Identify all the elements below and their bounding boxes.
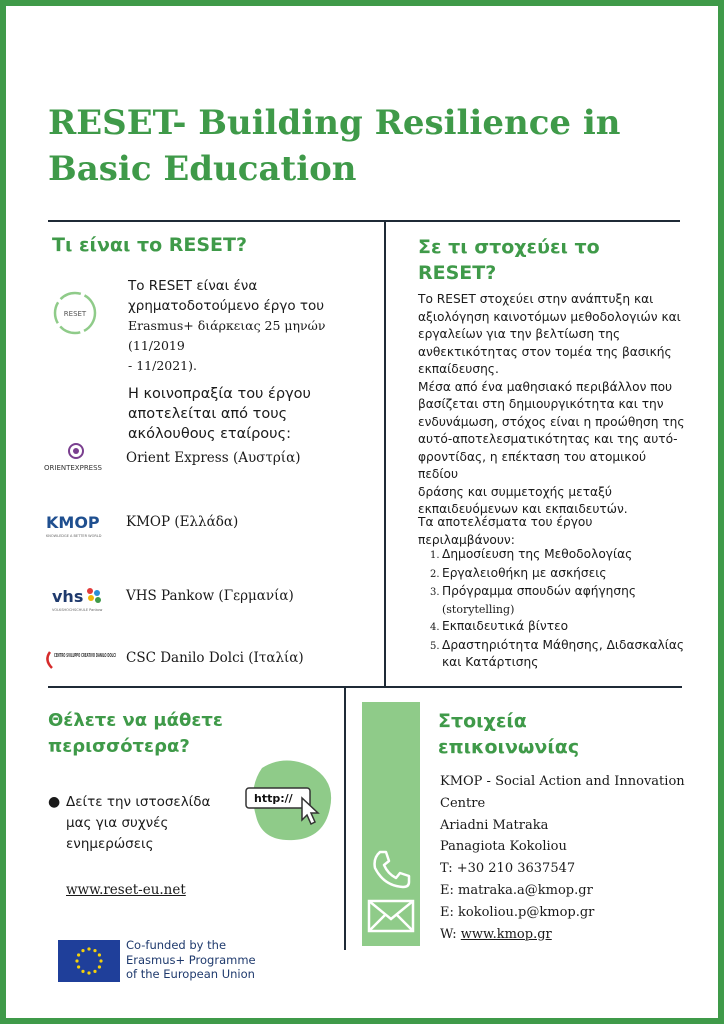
aims-line: αξιολόγηση καινοτόμων μεθοδολογιών και	[418, 309, 681, 324]
list-item-number: 2.	[430, 568, 440, 580]
list-item-text: Πρόγραμμα σπουδών αφήγησης	[442, 584, 637, 598]
divider-center	[384, 220, 386, 688]
what-heading: Τι είναι το RESET?	[52, 234, 248, 256]
eu-cofunding	[58, 938, 358, 984]
orient-express-logo	[40, 440, 120, 480]
list-item-text: Δραστηριότητα Μάθησης, Διδασκαλίας	[442, 637, 685, 652]
more-heading-line-1: Θέλετε να μάθετε	[48, 710, 223, 731]
what-line-1: Το RESET είναι ένα	[128, 278, 258, 294]
contact-person-1: Ariadni Matraka	[440, 817, 549, 833]
list-item-text: Εκπαιδευτικά βίντεο	[442, 619, 569, 633]
url-bar-text: http://	[254, 792, 293, 805]
more-heading	[48, 708, 223, 760]
partner-kmop	[40, 504, 370, 544]
list-item	[430, 618, 690, 637]
contact-person-2: Panagiota Kokoliou	[440, 839, 567, 855]
more-bullet	[48, 792, 248, 855]
contact-heading	[438, 708, 579, 760]
list-item	[430, 583, 690, 618]
contact-email-1[interactable]: E: matraka.a@kmop.gr	[440, 882, 593, 898]
partner-name-orient-express: Orient Express (Αυστρία)	[126, 450, 301, 466]
csc-logo-text: CENTRO SVILUPPO CREATIVO DANILO DOLCI	[54, 653, 117, 659]
list-item	[430, 546, 690, 565]
list-item-text: Εργαλειοθήκη με ασκήσεις	[442, 565, 607, 580]
contact-details	[440, 771, 700, 945]
list-item-number: 5.	[430, 640, 440, 652]
list-item	[430, 637, 690, 672]
what-description	[128, 276, 348, 452]
eu-text	[126, 938, 256, 982]
aims-line: ενδυνάμωση, στόχος είναι η προώθηση της	[418, 414, 685, 429]
results-intro: Τα αποτελέσματα του έργου περιλαμβάνουν:	[418, 515, 593, 547]
list-item	[430, 565, 690, 584]
contact-email-2[interactable]: E: kokoliou.p@kmop.gr	[440, 904, 595, 920]
aims-line: βασίζεται στη δημιουργικότητα και την	[418, 397, 664, 411]
kmop-logo-sub: KNOWLEDGE A BETTER WORLD	[46, 534, 102, 538]
divider-bottom-center	[344, 688, 346, 950]
kmop-logo-text: KMOP	[46, 513, 100, 532]
what-line-4: - 11/2021).	[128, 358, 197, 373]
aims-line: φροντίδας, η επέκταση του ατομικού πεδίου	[418, 449, 646, 481]
contact-heading-line-1: Στοιχεία	[438, 710, 527, 732]
more-bullet-line-1: Δείτε την ιστοσελίδα	[66, 794, 211, 810]
contact-phone: T: +30 210 3637547	[440, 861, 576, 877]
web-link-illustration	[244, 758, 334, 842]
list-item-number: 1.	[430, 550, 440, 561]
results-list	[430, 546, 690, 672]
csc-danilo-dolci-logo	[40, 640, 120, 680]
aims-description	[418, 291, 688, 519]
what-para2-line-3: ακόλουθους εταίρους:	[128, 426, 291, 442]
more-bullet-line-2: μας για συχνές	[66, 815, 169, 831]
partner-name-vhs: VHS Pankow (Γερμανία)	[126, 588, 294, 604]
mail-icon	[366, 898, 416, 934]
divider-middle	[48, 686, 682, 688]
eu-line-1: Co-funded by the	[126, 938, 227, 952]
kmop-logo	[40, 504, 120, 544]
contact-web-label: W:	[440, 926, 461, 942]
eu-line-3: of the European Union	[126, 967, 255, 981]
list-item-text: Δημοσίευση της Μεθοδολογίας	[442, 547, 633, 561]
aims-line: Μέσα από ένα μαθησιακό περιβάλλον που	[418, 379, 673, 394]
aims-heading-line-2: RESET?	[418, 262, 497, 284]
eu-flag-icon	[58, 940, 120, 982]
vhs-logo-text: vhs	[52, 587, 84, 606]
partner-orient-express	[40, 440, 370, 480]
what-para2-line-2: αποτελείται από τους	[128, 406, 288, 422]
title-line-1: RESET- Building Resilience in	[48, 103, 621, 143]
reset-logo	[52, 290, 98, 336]
list-item-number: 4.	[430, 622, 440, 633]
aims-line: ανθεκτικότητας στον τομέα της βασικής	[418, 344, 672, 359]
bullet-dot-icon: ●	[48, 794, 61, 810]
what-para2-line-1: Η κοινοπραξία του έργου	[128, 386, 311, 402]
partner-name-kmop: KMOP (Ελλάδα)	[126, 514, 239, 530]
reset-logo-text: RESET	[63, 310, 87, 318]
aims-line: αυτό-αποτελεσματικότητας και της αυτό-	[418, 432, 678, 446]
more-heading-line-2: περισσότερα?	[48, 736, 190, 757]
phone-icon	[368, 846, 414, 892]
website-link[interactable]: www.reset-eu.net	[66, 882, 186, 898]
vhs-logo-sub: VOLKSHOCHSCHULE Pankow	[52, 608, 103, 612]
aims-heading	[418, 234, 600, 286]
title-line-2: Basic Education	[48, 149, 357, 189]
vhs-logo	[40, 578, 120, 618]
eu-line-2: Erasmus+ Programme	[126, 952, 256, 967]
list-item-number: 3.	[430, 587, 440, 598]
contact-org-line-2: Centre	[440, 795, 486, 811]
contact-sidebar	[362, 702, 420, 946]
contact-web-link[interactable]: www.kmop.gr	[460, 926, 552, 942]
aims-line: εκπαίδευσης.	[418, 362, 499, 376]
partner-vhs	[40, 578, 370, 618]
what-line-3: Erasmus+ διάρκειας 25 μηνών (11/2019	[128, 318, 326, 353]
more-bullet-line-3: ενημερώσεις	[66, 836, 154, 852]
aims-line: Το RESET στοχεύει στην ανάπτυξη και	[418, 292, 654, 306]
aims-line: εργαλείων για την βελτίωση της	[418, 327, 621, 341]
divider-top	[48, 220, 680, 222]
page-title	[48, 100, 668, 192]
contact-org-line-1: KMOP - Social Action and Innovation	[440, 774, 685, 789]
aims-line: δράσης και συμμετοχής μεταξύ	[418, 484, 612, 499]
orient-express-logo-text: ORIENTEXPRESS	[44, 464, 102, 472]
contact-heading-line-2: επικοινωνίας	[438, 736, 580, 758]
aims-heading-line-1: Σε τι στοχεύει το	[418, 236, 600, 258]
aims-line: εκπαιδευόμενων και εκπαιδευτών.	[418, 502, 628, 516]
list-item-subtext: και Κατάρτισης	[442, 655, 539, 669]
partner-name-csc: CSC Danilo Dolci (Ιταλία)	[126, 650, 304, 666]
partner-csc	[40, 640, 370, 680]
what-line-2: χρηματοδοτούμενο έργο του	[128, 298, 325, 314]
list-item-subtext: (storytelling)	[442, 602, 515, 616]
